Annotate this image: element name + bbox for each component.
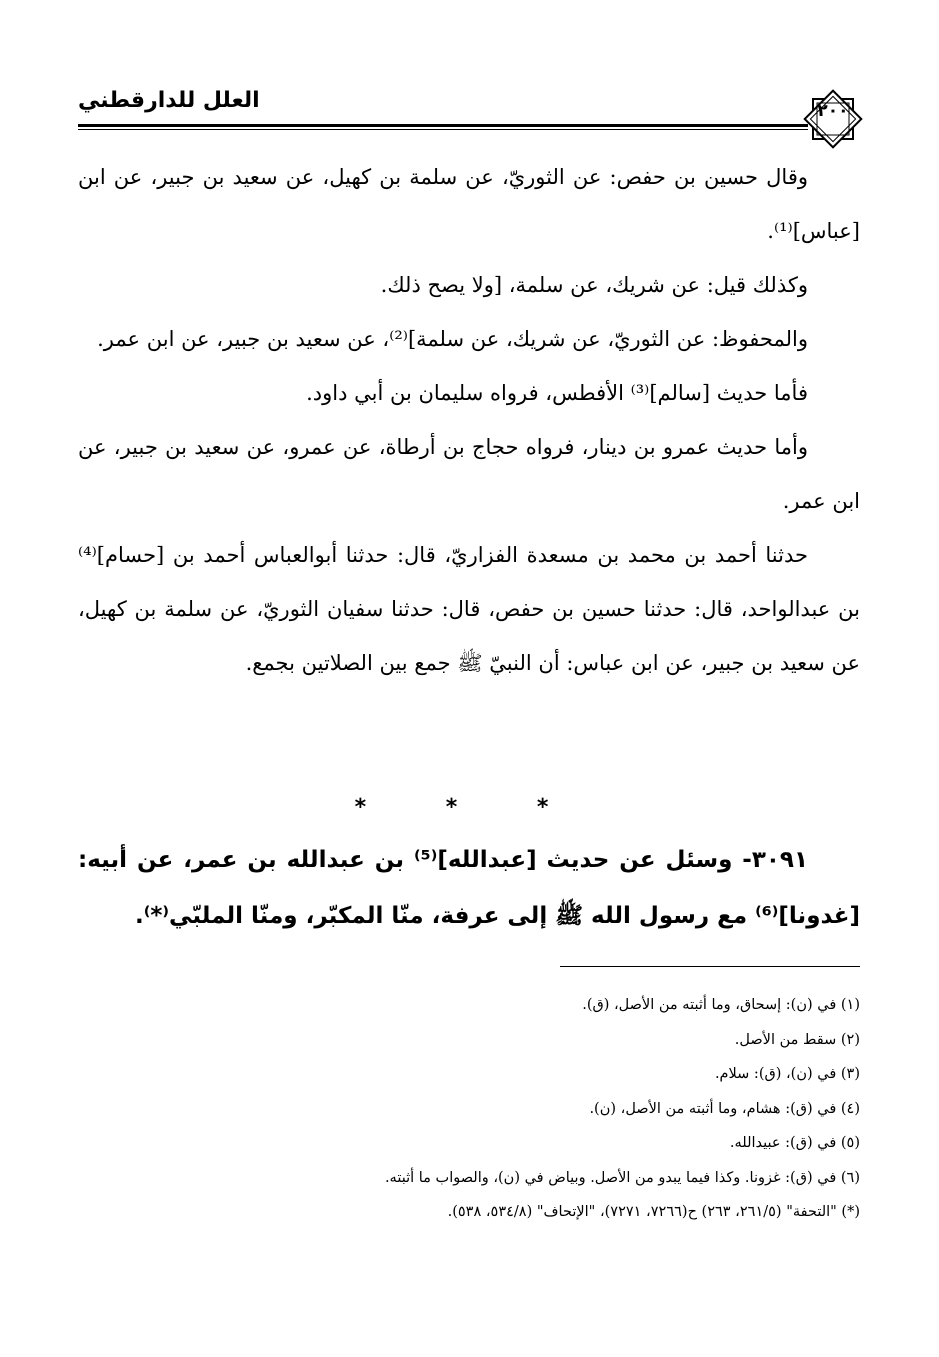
footnote: (٤) في (ق): هشام، وما أثبته من الأصل، (ن). [589, 1100, 860, 1117]
paragraph: والمحفوظ: عن الثوريّ، عن شريك، عن سلمة]⁽²⁾، عن سعيد بن جبير، عن ابن عمر. [97, 327, 808, 351]
footnote-rule [560, 966, 860, 967]
paragraph: حدثنا أحمد بن محمد بن مسعدة الفزاريّ، قال: حدثنا أبوالعباس أحمد بن [حسام]⁽⁴⁾ بن عبدالواحد، قال: حدثنا حسين بن حفص، قال: حدثنا سفيان الثوريّ، عن سلمة بن كهيل، عن سعيد بن جبير، عن ابن عباس: أن النبيّ ﷺ جمع بين الصلاتين بجمع. [78, 543, 860, 675]
page-number: ٢٠٠ [817, 101, 849, 121]
header-rule [78, 124, 808, 127]
footnote: (١) في (ن): إسحاق، وما أثبته من الأصل، (ق). [582, 997, 860, 1013]
paragraph: وأما حديث عمرو بن دينار، فرواه حجاج بن أرطاة، عن عمرو، عن سعيد بن جبير، عن ابن عمر. [78, 435, 860, 513]
header-rule-thin [78, 129, 808, 130]
section-separator: * * * [354, 795, 585, 820]
footnote: (٢) سقط من الأصل. [734, 1031, 860, 1048]
running-title: العلل للدارقطني [78, 88, 260, 113]
paragraph: وكذلك قيل: عن شريك، عن سلمة، [ولا يصح ذلك. [380, 273, 808, 297]
footnote: (*) "التحفة" (٢٦١/٥، ٢٦٣) ح(٧٢٦٦، ٧٢٧١)، "الإتحاف" (٥٣٤/٨، ٥٣٨). [447, 1204, 860, 1220]
body-text [78, 150, 860, 690]
paragraph: فأما حديث [سالم]⁽³⁾ الأفطس، فرواه سليمان بن أبي داود. [306, 381, 808, 405]
footnotes [78, 988, 860, 1230]
footnote: (٣) في (ن)، (ق): سلام. [714, 1066, 860, 1082]
hadith-entry: ٣٠٩١- وسئل عن حديث [عبدالله]⁽⁵⁾ بن عبدالله بن عمر، عن أبيه: [غدونا]⁽⁶⁾ مع رسول الله ﷺ إلى عرفة، منّا المكبّر، ومنّا الملبّي⁽*⁾. [78, 847, 860, 929]
footnote: (٥) في (ق): عبيدالله. [729, 1135, 860, 1151]
paragraph: وقال حسين بن حفص: عن الثوريّ، عن سلمة بن كهيل، عن سعيد بن جبير، عن ابن [عباس]⁽¹⁾. [78, 165, 860, 243]
footnote: (٦) في (ق): غزونا. وكذا فيما يبدو من الأصل. وبياض في (ن)، والصواب ما أثبته. [384, 1169, 860, 1186]
